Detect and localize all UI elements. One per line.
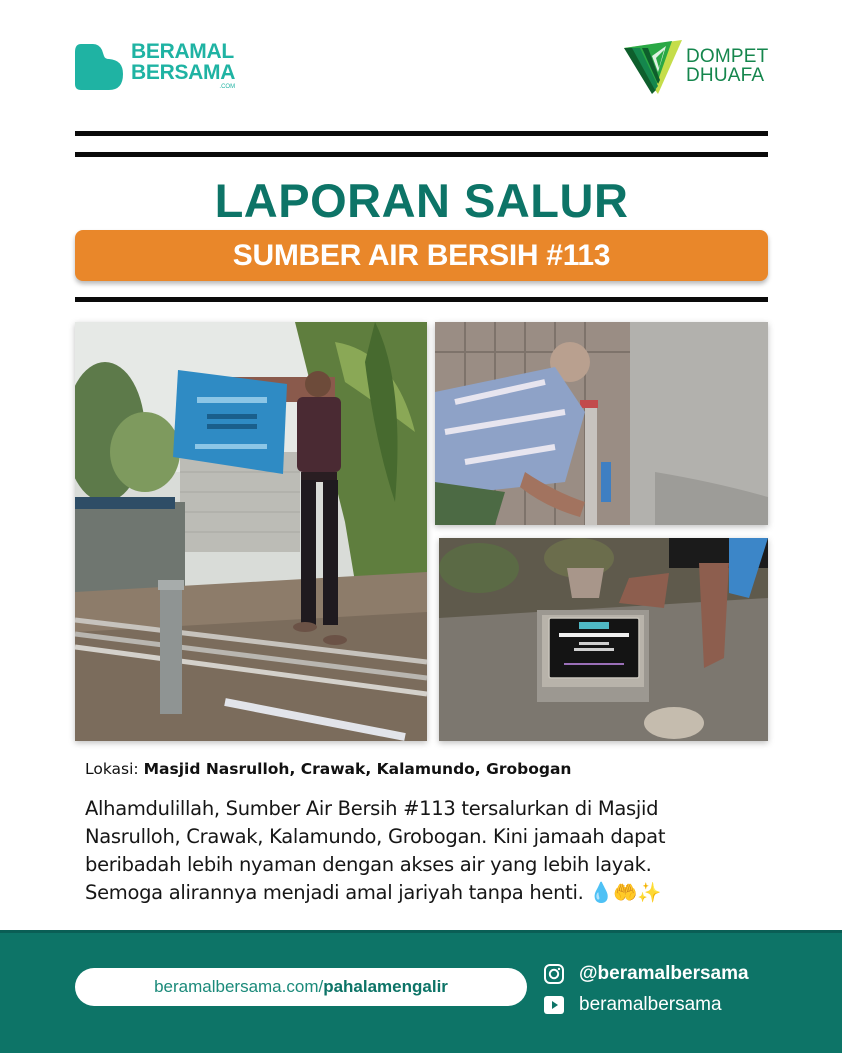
water-drop-icon: 💧 [589, 881, 614, 904]
youtube-link[interactable] [543, 994, 722, 1016]
description-line: beribadah lebih nyaman dengan akses air yang lebih layak. [85, 853, 652, 876]
photo-handwashing-tap [435, 322, 768, 525]
brand-line-1: BERAMAL [131, 39, 234, 63]
brand-line-2: BERSAMA [131, 60, 236, 84]
program-banner [75, 230, 768, 281]
instagram-icon [543, 963, 565, 985]
heart-logo-icon [75, 40, 123, 90]
location-value: Masjid Nasrulloh, Crawak, Kalamundo, Grobogan [143, 760, 572, 778]
url-base: beramalbersama.com/ [154, 977, 324, 996]
page-title: LAPORAN SALUR [214, 174, 629, 227]
url-path: pahalamengalir [323, 977, 448, 996]
dd-line-2: DHUAFA [686, 65, 765, 86]
divider-rule [75, 131, 768, 136]
instagram-handle: @beramalbersama [579, 963, 749, 984]
dompet-dhuafa-mark-icon [622, 36, 684, 96]
instagram-link[interactable] [543, 963, 749, 985]
description-line: Nasrulloh, Crawak, Kalamundo, Grobogan. Kini jamaah dapat [85, 825, 666, 848]
sparkles-icon: ✨ [637, 881, 662, 904]
divider-rule [75, 297, 768, 302]
location-label: Lokasi: [85, 760, 139, 778]
dd-line-1: DOMPET [686, 46, 769, 67]
location-line [85, 760, 571, 778]
description-line: Semoga alirannya menjadi amal jariyah tanpa henti. [85, 881, 584, 904]
photo-plaque-ground [439, 538, 768, 741]
description-paragraph [85, 795, 765, 907]
dompet-dhuafa-logo [622, 36, 768, 96]
youtube-handle: beramalbersama [579, 994, 722, 1015]
campaign-url-link[interactable] [75, 968, 527, 1006]
description-line-last [85, 879, 765, 907]
photo-banner-well [75, 322, 427, 741]
praying-hands-icon: 🤲 [613, 881, 638, 904]
brand-dotcom: .COM [219, 83, 236, 90]
beramal-bersama-logo [75, 40, 235, 90]
description-line: Alhamdulillah, Sumber Air Bersih #113 tersalurkan di Masjid [85, 797, 659, 820]
youtube-icon [543, 994, 565, 1016]
program-banner-text: SUMBER AIR BERSIH #113 [232, 238, 611, 272]
divider-rule [75, 152, 768, 157]
